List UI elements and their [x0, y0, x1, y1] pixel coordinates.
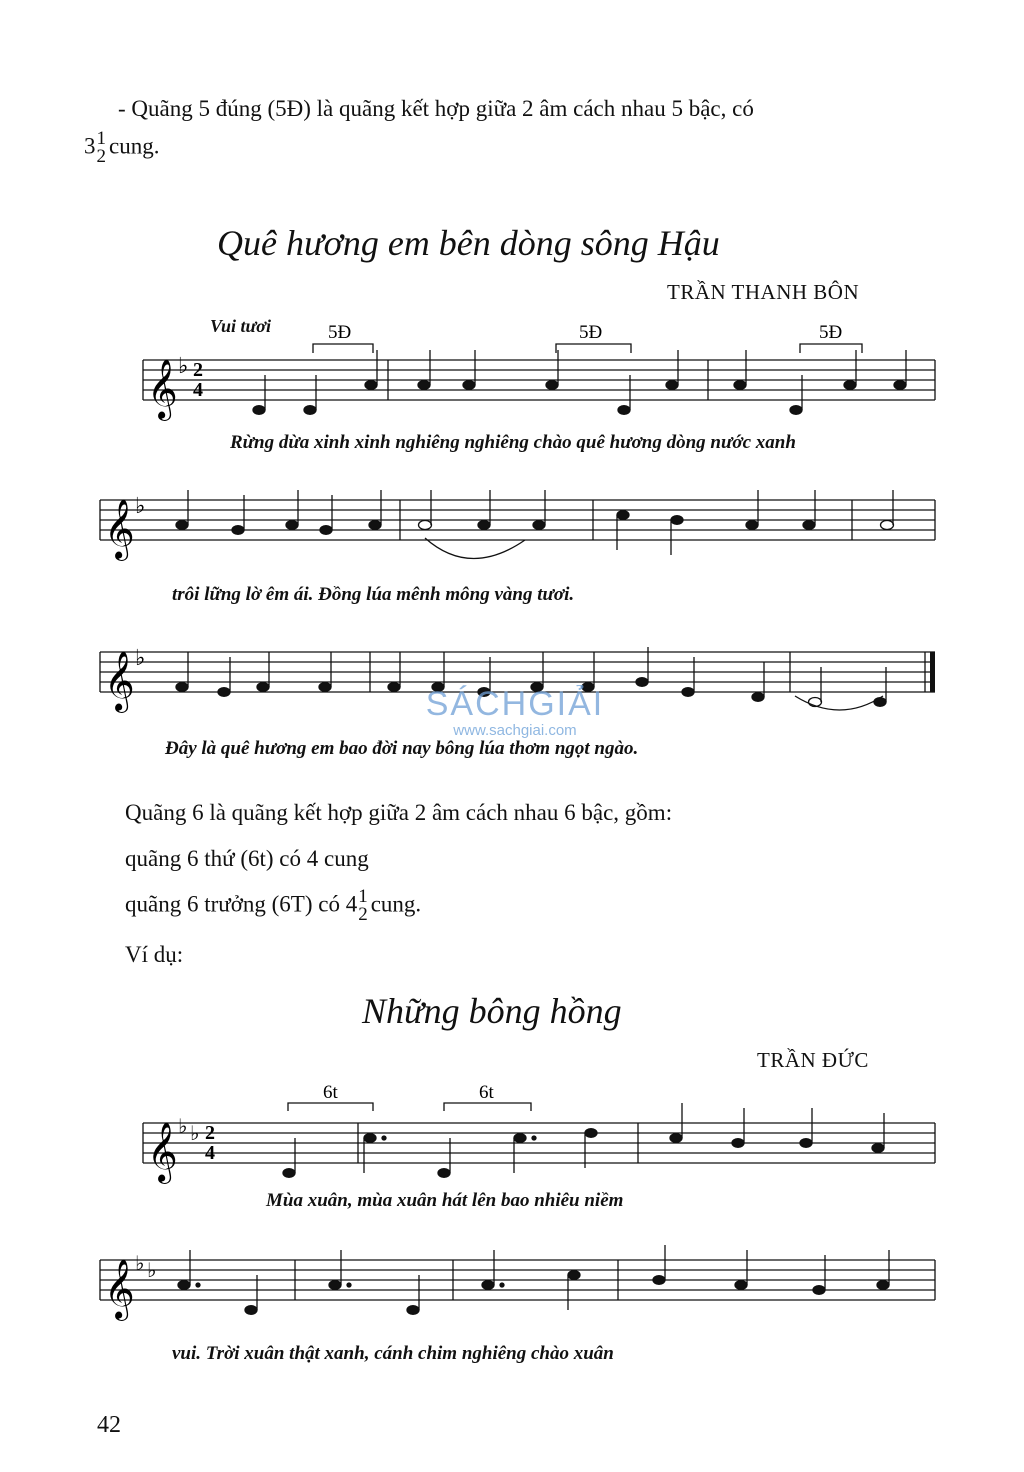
song1-lyrics-3: Đây là quê hương em bao đời nay bông lúa thơm ngọt ngào. [165, 738, 639, 759]
treble-clef-icon: 𝄞 [147, 1122, 178, 1182]
note [319, 683, 331, 692]
middle-line-2: quãng 6 thứ (6t) có 4 cung [125, 846, 369, 871]
note [482, 1281, 494, 1290]
note [618, 406, 630, 415]
interval-label: 5Đ [819, 322, 843, 343]
watermark [410, 686, 620, 740]
note [232, 526, 244, 535]
note [304, 406, 316, 415]
middle-fraction [358, 888, 368, 924]
note [666, 381, 678, 390]
note [803, 521, 815, 530]
note [176, 683, 188, 692]
note [176, 521, 188, 530]
half-note [419, 521, 432, 530]
note [752, 693, 764, 702]
middle-line-3-post: cung. [370, 891, 422, 917]
note [585, 1129, 597, 1138]
intro-line-2 [84, 130, 159, 166]
treble-clef-icon: 𝄞 [104, 651, 135, 711]
note [682, 688, 694, 697]
song2-staff-2 [0, 1238, 1024, 1348]
note [514, 1134, 526, 1143]
note [438, 1169, 450, 1178]
fraction-numerator: 1 [358, 886, 368, 907]
middle-line-4: Ví dụ: [125, 942, 184, 967]
intro-fraction [97, 130, 107, 166]
note [178, 1281, 190, 1290]
note [746, 521, 758, 530]
interval-label: 6t [479, 1082, 494, 1103]
flat-icon: ♭ [135, 494, 146, 519]
intro-unit: cung. [109, 133, 160, 159]
middle-line-3 [125, 888, 421, 924]
note [813, 1286, 825, 1295]
note [369, 521, 381, 530]
song1-staff-1 [0, 318, 1024, 428]
note [257, 683, 269, 692]
note [877, 1281, 889, 1290]
note [671, 516, 683, 525]
song1-tempo: Vui tươi [210, 316, 271, 336]
fraction-numerator: 1 [96, 128, 106, 149]
page-number: 42 [97, 1412, 121, 1438]
fraction-denominator: 2 [358, 904, 368, 925]
interval-label: 5Đ [579, 322, 603, 343]
note [283, 1169, 295, 1178]
song2-lyrics-1: Mùa xuân, mùa xuân hát lên bao nhiêu niềm [266, 1190, 624, 1211]
watermark-brand: SÁCHGIẢI [425, 685, 605, 723]
note [617, 511, 629, 520]
treble-clef-icon: 𝄞 [104, 499, 135, 559]
fraction-denominator: 2 [96, 146, 106, 167]
note [735, 1281, 747, 1290]
dot [347, 1283, 351, 1287]
note [478, 521, 490, 530]
song2-lyrics-2: vui. Trời xuân thật xanh, cánh chim nghiêng chào xuân [172, 1343, 614, 1364]
note [533, 521, 545, 530]
note [320, 526, 332, 535]
interval-label: 5Đ [328, 322, 352, 343]
treble-clef-icon: 𝄞 [147, 359, 178, 419]
note [218, 688, 230, 697]
note [463, 381, 475, 390]
middle-line-3-pre: quãng 6 trưởng (6T) có 4 [125, 891, 358, 917]
note [874, 698, 886, 707]
note [365, 381, 377, 390]
note [568, 1271, 580, 1280]
dot [500, 1283, 504, 1287]
dot [382, 1136, 386, 1140]
treble-clef-icon: 𝄞 [104, 1259, 135, 1319]
flat-icon: ♭ [135, 646, 146, 671]
note [636, 678, 648, 687]
note [844, 381, 856, 390]
note [388, 683, 400, 692]
note [734, 381, 746, 390]
song1-staff-2 [0, 478, 1024, 588]
flat-icon: ♭ [135, 1251, 145, 1275]
final-barline [930, 652, 935, 692]
flat-icon: ♭ [178, 354, 189, 379]
song1-lyrics-1: Rừng dừa xinh xinh nghiêng nghiêng chào quê hương dòng nước xanh [230, 432, 796, 453]
note [407, 1306, 419, 1315]
flat-icon: ♭ [178, 1114, 188, 1138]
note [872, 1144, 884, 1153]
note [800, 1139, 812, 1148]
interval-label: 6t [323, 1082, 338, 1103]
flat-icon: ♭ [190, 1121, 200, 1145]
note [286, 521, 298, 530]
time-sig-bottom: 4 [205, 1142, 215, 1164]
note [418, 381, 430, 390]
song2-title: Những bông hồng [362, 991, 622, 1031]
song1-title: Quê hương em bên dòng sông Hậu [217, 223, 720, 263]
note [653, 1276, 665, 1285]
note [670, 1134, 682, 1143]
time-sig-top: 2 [205, 1122, 215, 1144]
intro-line-1: - Quãng 5 đúng (5Đ) là quãng kết hợp giữa 2 âm cách nhau 5 bậc, có [118, 96, 754, 121]
note [329, 1281, 341, 1290]
song2-staff-1 [0, 1078, 1024, 1193]
song1-lyrics-2: trôi lững lờ êm ái. Đồng lúa mênh mông vàng tươi. [172, 584, 575, 605]
note [245, 1306, 257, 1315]
flat-icon: ♭ [147, 1258, 157, 1282]
watermark-url: www.sachgiai.com [453, 722, 577, 739]
note [790, 406, 802, 415]
song2-composer: TRẦN ĐỨC [757, 1048, 869, 1072]
half-note [881, 521, 894, 530]
dot [532, 1136, 536, 1140]
dot [196, 1283, 200, 1287]
song1-composer: TRẦN THANH BÔN [667, 280, 860, 304]
note [546, 381, 558, 390]
middle-line-1: Quãng 6 là quãng kết hợp giữa 2 âm cách nhau 6 bậc, gồm: [125, 800, 673, 825]
note [894, 381, 906, 390]
time-sig-bottom: 4 [193, 379, 203, 401]
intro-whole-number: 3 [84, 133, 96, 159]
note [253, 406, 265, 415]
note [364, 1134, 376, 1143]
time-sig-top: 2 [193, 359, 203, 381]
note [732, 1139, 744, 1148]
